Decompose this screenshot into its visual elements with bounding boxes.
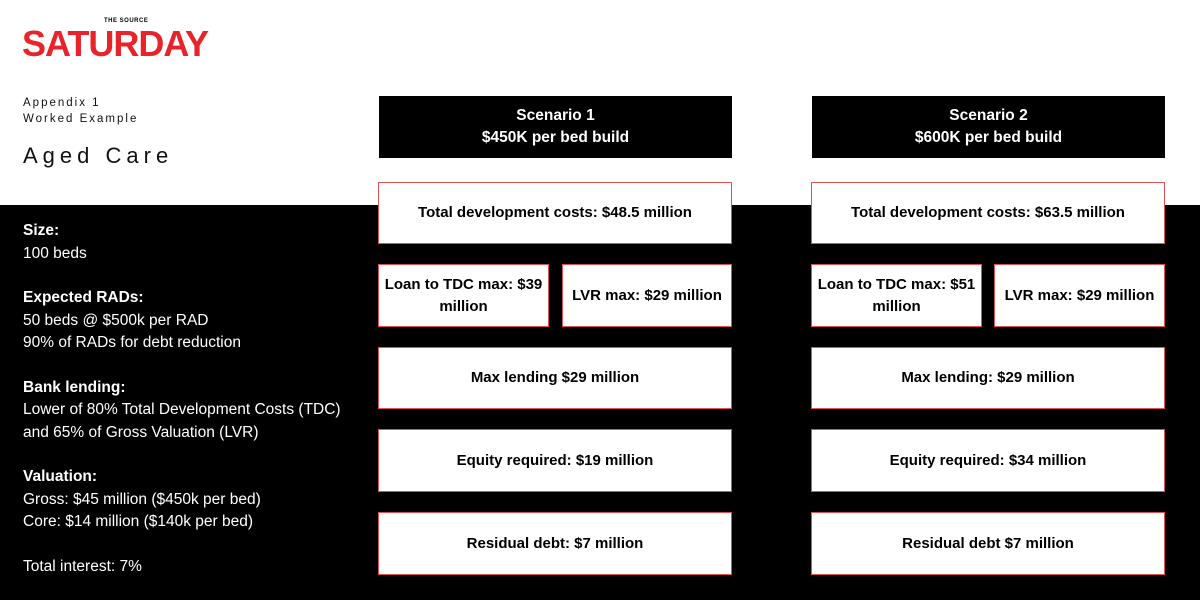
bank-lending-line-2: and 65% of Gross Valuation (LVR) <box>23 423 259 441</box>
scenario-1-header <box>379 96 732 158</box>
scenario-2-subtitle: $600K per bed build <box>914 129 1063 146</box>
scenario-1-residual-debt-box: Residual debt: $7 million <box>378 512 732 575</box>
scenario-2-tdc-box: Total development costs: $63.5 million <box>811 182 1165 244</box>
interest-group <box>23 556 373 579</box>
scenario-2-max-lending-box: Max lending: $29 million <box>811 347 1165 409</box>
logo-wordmark: SATURDAY <box>22 23 209 64</box>
size-heading: Size: <box>23 222 60 239</box>
valuation-line-2: Core: $14 million ($140k per bed) <box>23 513 254 530</box>
appendix-line-2: Worked Example <box>23 113 139 125</box>
scenario-1-title: Scenario 1 <box>516 107 595 124</box>
assumptions-panel <box>23 220 373 600</box>
appendix-line-1: Appendix 1 <box>23 97 101 109</box>
rads-heading: Expected RADs: <box>23 289 144 306</box>
scenario-1-equity-box: Equity required: $19 million <box>378 429 732 492</box>
bank-lending-line-1: Lower of 80% Total Development Costs (TDC) <box>23 401 341 418</box>
size-group <box>23 220 373 265</box>
scenario-1-max-lending-box: Max lending $29 million <box>378 347 732 409</box>
appendix-label <box>23 95 138 127</box>
scenario-1-loan-tdc-box: Loan to TDC max: $39 million <box>378 264 549 327</box>
bank-lending-group <box>23 377 373 445</box>
scenario-2-equity-box: Equity required: $34 million <box>811 429 1165 492</box>
logo-tagline: THE SOURCE <box>104 18 149 24</box>
page-title: Aged Care <box>23 143 174 168</box>
total-interest: Total interest: 7% <box>23 557 142 575</box>
scenario-2-residual-debt-box: Residual debt $7 million <box>811 512 1165 575</box>
scenario-1-tdc-box: Total development costs: $48.5 million <box>378 182 732 244</box>
scenario-2-loan-tdc-box: Loan to TDC max: $51 million <box>811 264 982 327</box>
valuation-group <box>23 466 373 534</box>
scenario-2-title: Scenario 2 <box>949 107 1028 124</box>
size-value: 100 beds <box>23 244 87 262</box>
rads-group <box>23 287 373 355</box>
rads-line-1: 50 beds @ $500k per RAD <box>23 311 209 329</box>
rads-line-2: 90% of RADs for debt reduction <box>23 334 241 351</box>
scenario-2-header <box>812 96 1165 158</box>
scenario-1-lvr-box: LVR max: $29 million <box>562 264 732 327</box>
valuation-line-1: Gross: $45 million ($450k per bed) <box>23 490 261 508</box>
saturday-logo <box>22 18 237 66</box>
bank-lending-heading: Bank lending: <box>23 378 126 396</box>
scenario-2-lvr-box: LVR max: $29 million <box>994 264 1165 327</box>
valuation-heading: Valuation: <box>23 468 98 485</box>
scenario-1-subtitle: $450K per bed build <box>481 129 630 146</box>
